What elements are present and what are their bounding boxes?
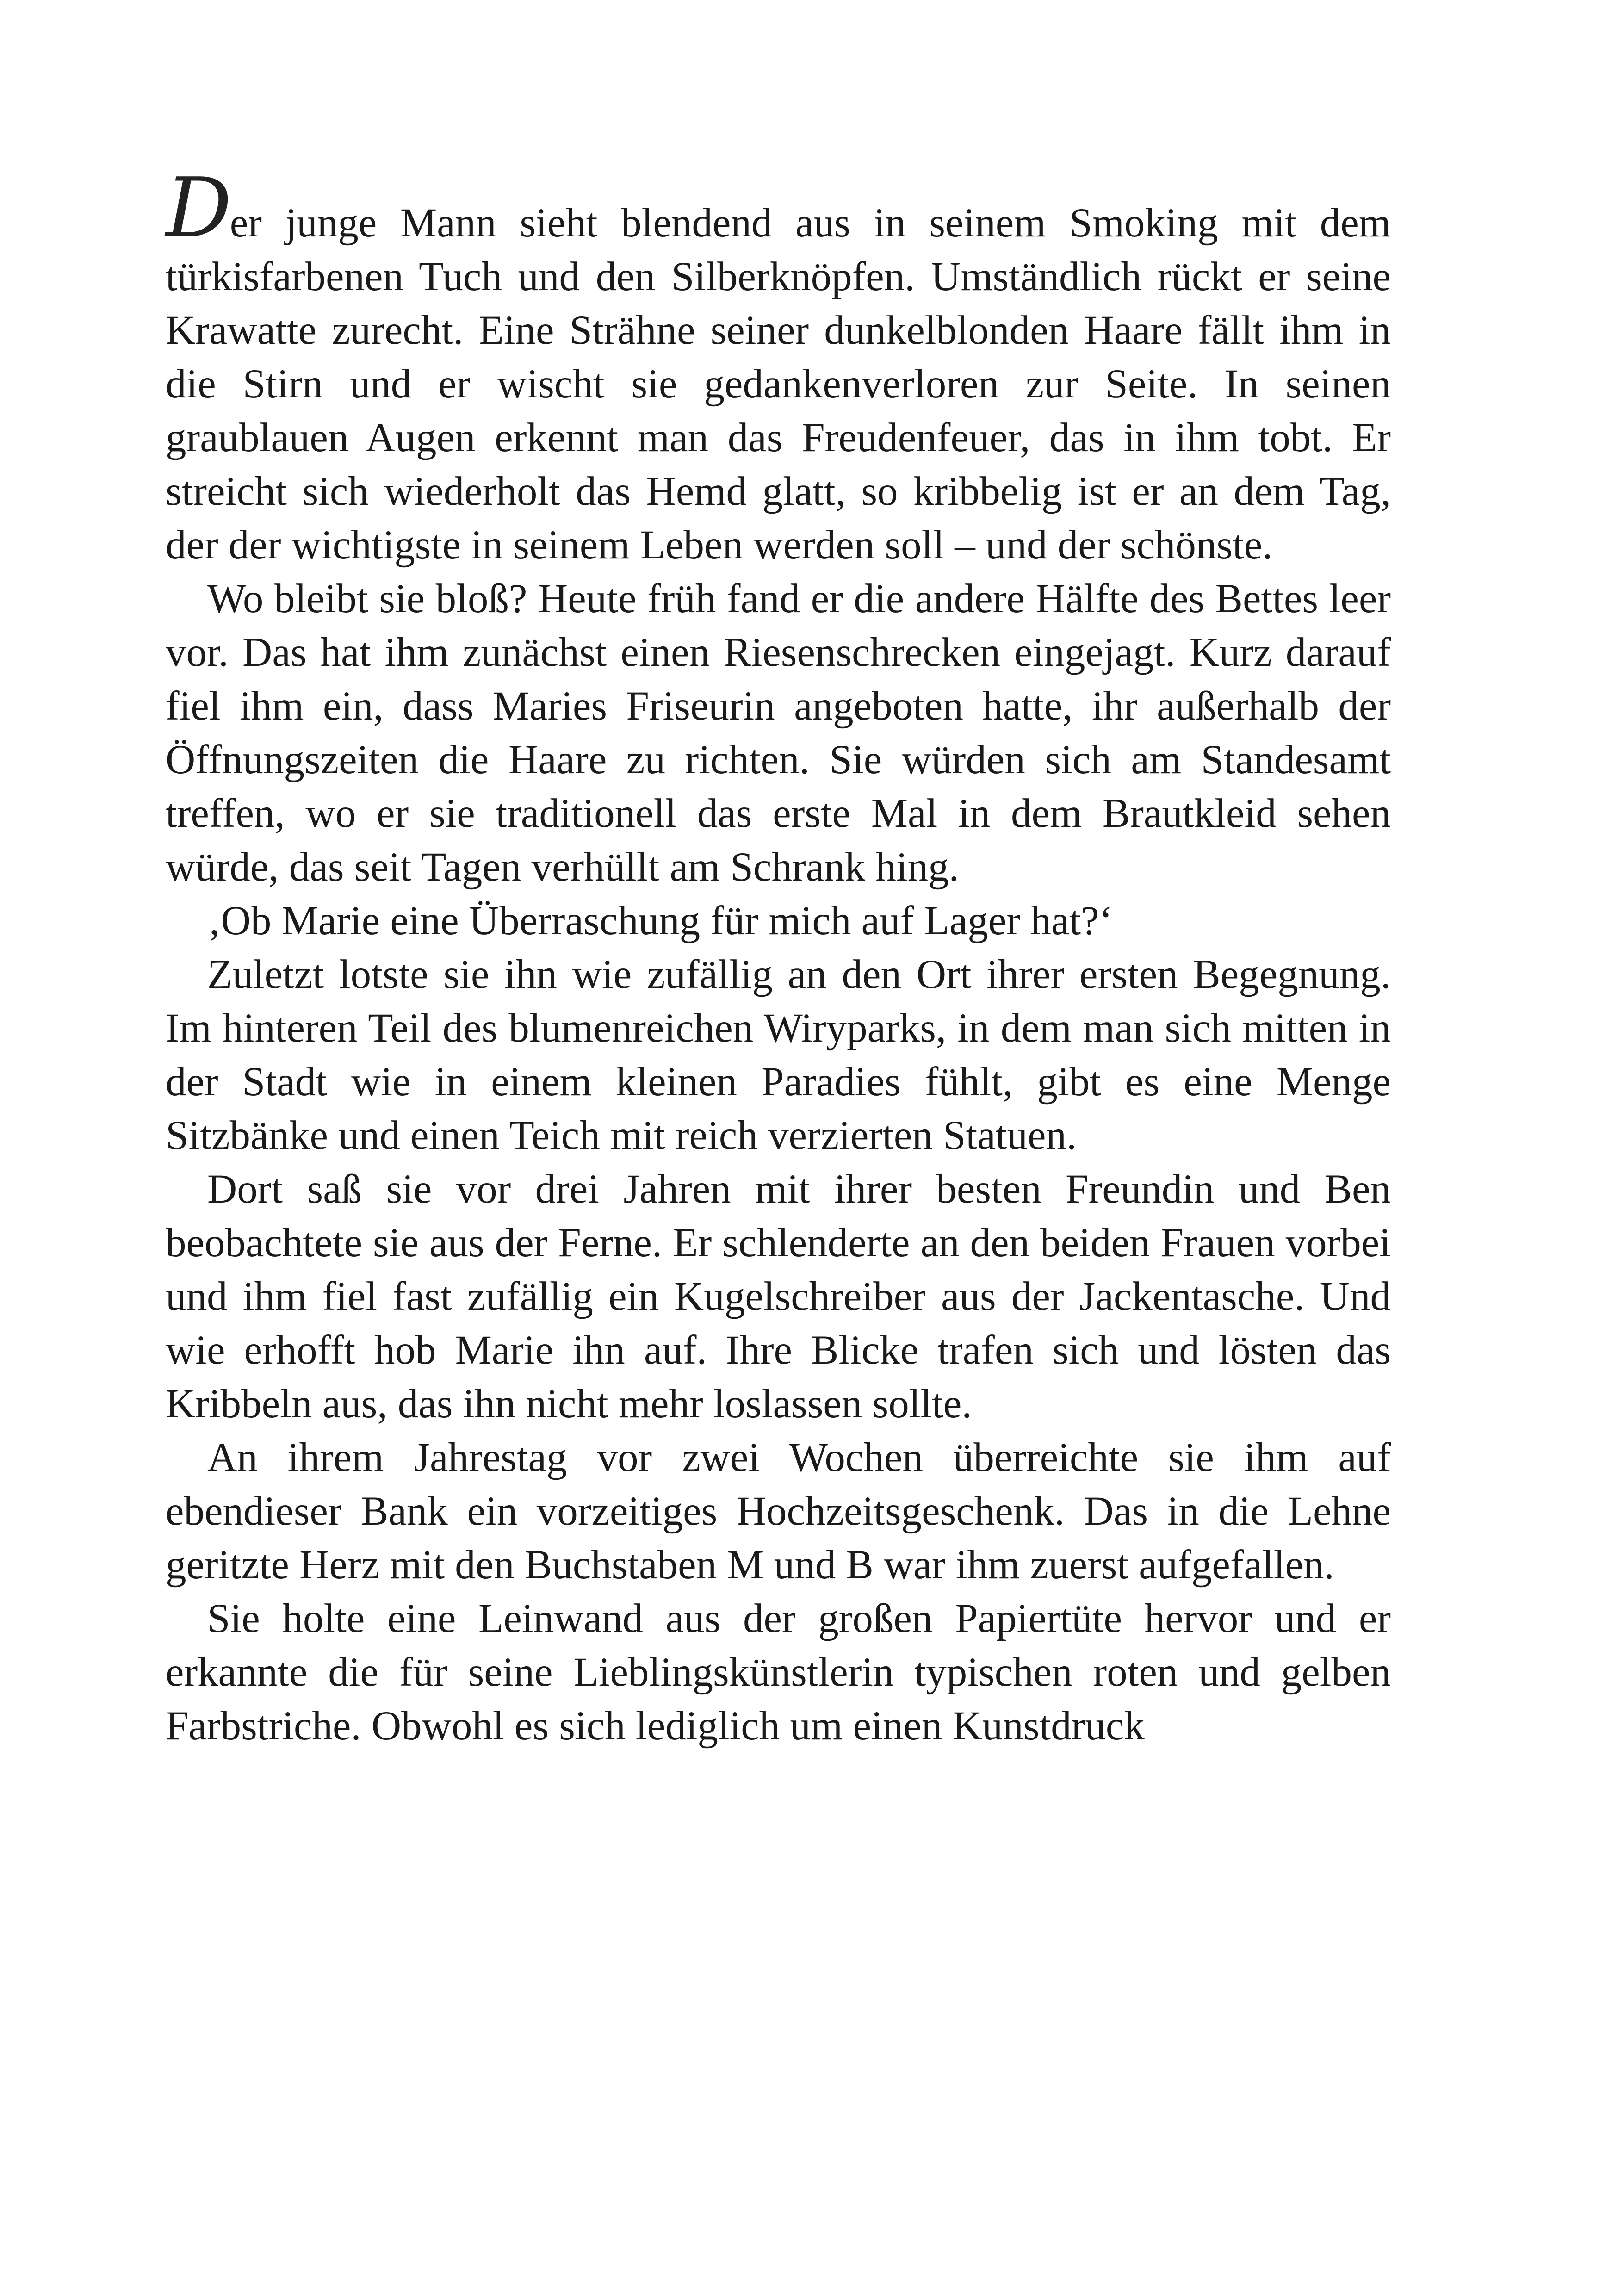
paragraph-1-text: er junge Mann sieht blendend aus in seinem Smoking mit dem türkisfarbenen Tuch und den Silberknöpfen. Umständlich rückt er seine Krawatte zurecht. Eine Strähne seiner dunkelblonden Haare fällt ihm in die Stirn und er wischt sie gedankenverloren zur Seite. In seinen graublauen Augen erkennt man das Freudenfeuer, das in ihm tobt. Er streicht sich wiederholt das Hemd glatt, so kribbelig ist er an dem Tag, der der wichtigste in seinem Leben werden soll – und der schönste. xyxy=(166,200,1391,568)
paragraph-5: Dort saß sie vor drei Jahren mit ihrer besten Freundin und Ben beobachtete sie aus der Ferne. Er schlenderte an den beiden Frauen vorbei und ihm fiel fast zufällig ein Kugelschreiber aus der Jackentasche. Und wie erhofft hob Marie ihn auf. Ihre Blicke trafen sich und lösten das Kribbeln aus, das ihn nicht mehr loslassen sollte. xyxy=(166,1167,1391,1427)
paragraph-7: Sie holte eine Leinwand aus der großen Papiertüte hervor und er erkannte die für seine Lieblingskünstlerin typischen roten und gelben Farbstriche. Obwohl es sich lediglich um einen Kunstdruck xyxy=(166,1596,1391,1749)
paragraph-4: Zuletzt lotste sie ihn wie zufällig an den Ort ihrer ersten Begegnung. Im hinteren Teil des blumenreichen Wiryparks, in dem man sich mitten in der Stadt wie in einem kleinen Paradies fühlt, gibt es eine Menge Sitzbänke und einen Teich mit reich verzierten Statuen. xyxy=(166,952,1391,1158)
paragraph-3-inner-thought: ‚Ob Marie eine Überraschung für mich auf Lager hat?‘ xyxy=(207,898,1113,943)
decorative-initial: D xyxy=(166,160,230,256)
body-text xyxy=(166,160,1391,1753)
paragraph-2: Wo bleibt sie bloß? Heute früh fand er die andere Hälfte des Bettes leer vor. Das hat ihm zunächst einen Riesenschrecken eingejagt. Kurz darauf fiel ihm ein, dass Maries Friseurin angeboten hatte, ihr außerhalb der Öffnungszeiten die Haare zu richten. Sie würden sich am Standesamt treffen, wo er sie traditionell das erste Mal in dem Brautkleid sehen würde, das seit Tagen verhüllt am Schrank hing. xyxy=(166,576,1391,890)
paragraph-6: An ihrem Jahrestag vor zwei Wochen überreichte sie ihm auf ebendieser Bank ein vorzeitiges Hochzeitsgeschenk. Das in die Lehne geritzte Herz mit den Buchstaben M und B war ihm zuerst aufgefallen. xyxy=(166,1435,1391,1588)
paragraph-1 xyxy=(166,160,1391,572)
